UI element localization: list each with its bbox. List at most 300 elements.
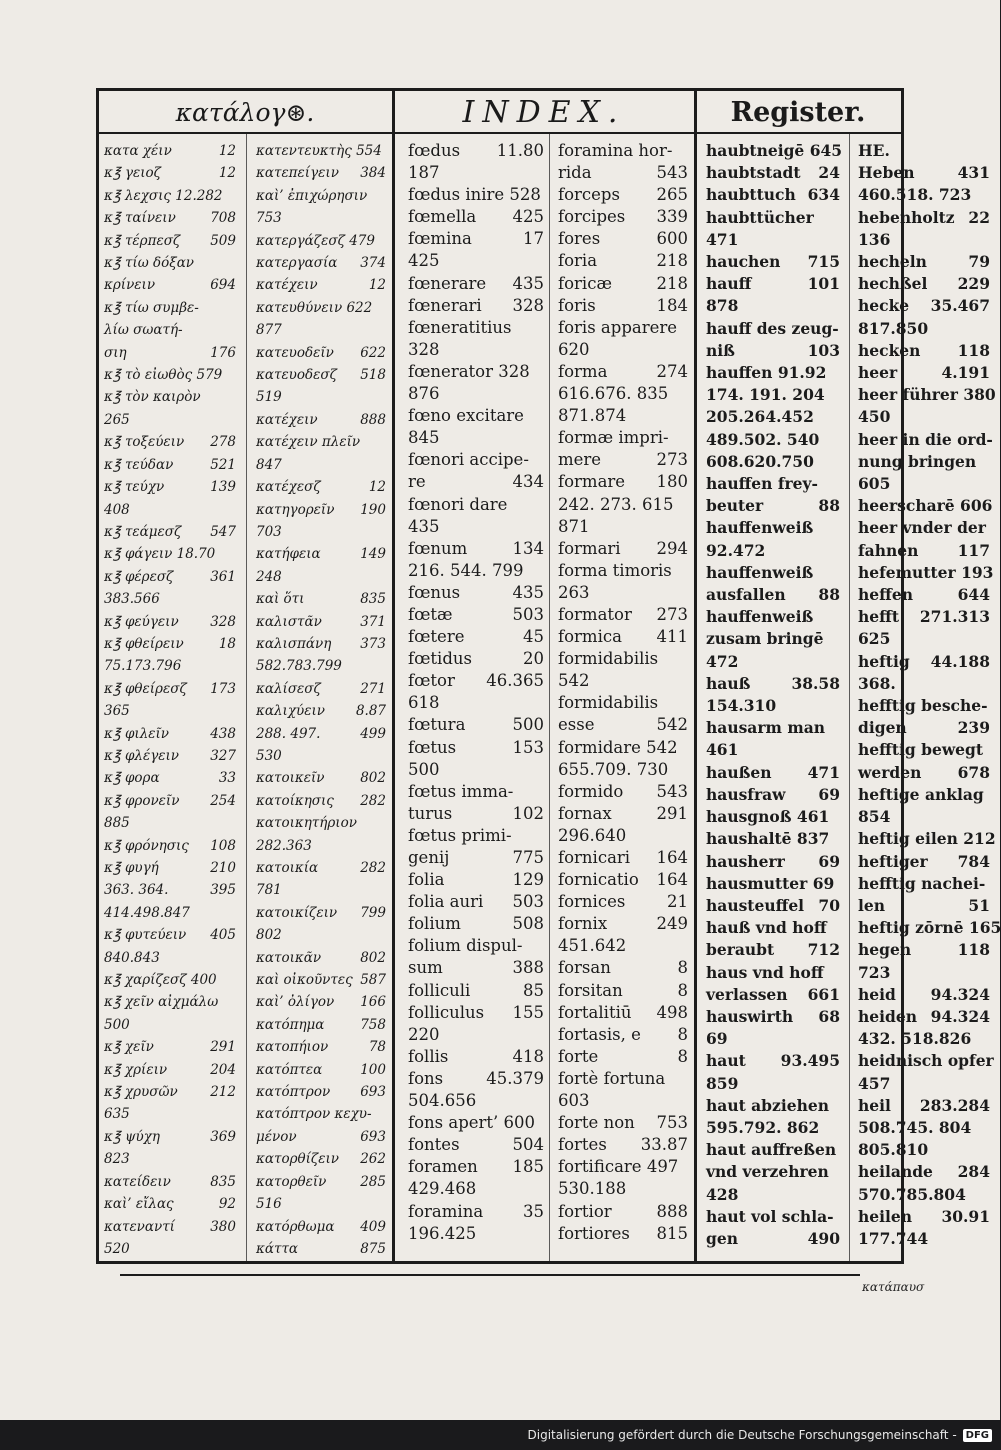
entry-term: hauß (706, 673, 751, 693)
entry-term: κ℥ λεχσις 12.282 (104, 187, 223, 204)
index-entry (256, 947, 386, 969)
entry-page-ref: 543 (656, 163, 688, 183)
index-entry (558, 913, 688, 935)
index-entry (558, 1112, 688, 1134)
entry-term: formari (558, 538, 621, 558)
index-entry (104, 902, 236, 924)
entry-page-ref: 282 (360, 860, 386, 876)
entry-term: 328 (408, 339, 440, 359)
entry-page-ref: 425 (512, 207, 544, 227)
entry-page-ref: 88 (818, 585, 840, 605)
index-entry (256, 521, 386, 543)
entry-term: len (858, 895, 886, 915)
index-entry (104, 1126, 236, 1148)
entry-term: κατήφεια (256, 546, 321, 563)
entry-term: κατεργάζεσζ 479 (256, 232, 375, 249)
index-entry (558, 1178, 688, 1200)
index-entry (256, 700, 386, 722)
entry-term: κατοικητήριον (256, 815, 357, 832)
entry-term: hausherr (706, 851, 785, 871)
index-entry (558, 162, 688, 184)
entry-term: 265 (104, 411, 130, 428)
entry-page-ref: 888 (360, 411, 386, 428)
index-entry (706, 695, 840, 717)
index-entry (706, 584, 840, 606)
index-entry (408, 1046, 544, 1068)
entry-term: hefft (858, 607, 900, 627)
subdivider-greek (246, 134, 247, 1262)
entry-term: formæ impri- (558, 428, 669, 448)
entry-term: fœtus imma- (408, 781, 514, 801)
entry-term: heftiger (858, 851, 928, 871)
entry-page-ref: 129 (512, 870, 544, 890)
index-entry (558, 228, 688, 250)
index-entry (858, 917, 1001, 939)
index-entry (558, 1002, 688, 1024)
index-entry (408, 295, 544, 317)
index-entry (256, 364, 386, 386)
entry-term: fœmina (408, 229, 472, 249)
index-entry (858, 273, 990, 295)
entry-term: 242. 273. 615 (558, 494, 674, 514)
entry-term: formido (558, 781, 624, 801)
entry-term: 461 (706, 740, 739, 760)
index-entry (858, 229, 990, 251)
index-entry (408, 405, 544, 427)
index-entry (858, 1161, 990, 1183)
index-entry (104, 991, 236, 1013)
index-entry (706, 495, 840, 517)
entry-term: 723 (858, 962, 891, 982)
index-entry (256, 543, 386, 565)
index-entry (256, 902, 386, 924)
entry-term: 365 (104, 703, 130, 720)
entry-term: 414.498.847 (104, 904, 190, 921)
entry-term: 187 (408, 163, 440, 183)
entry-page-ref: 542 (656, 715, 688, 735)
entry-term: heil (858, 1095, 891, 1115)
entry-term: 500 (408, 759, 440, 779)
index-entry (558, 339, 688, 361)
entry-term: formidabilis (558, 693, 659, 713)
entry-term: hausteuffel (706, 895, 805, 915)
index-entry (858, 495, 993, 517)
entry-term: κατεπείγειν (256, 165, 339, 182)
entry-page-ref: 101 (807, 274, 840, 294)
index-entry (104, 140, 236, 162)
entry-term: formare (558, 472, 626, 492)
entry-term: κ℥ φρονεῖν (104, 792, 180, 809)
index-entry (706, 429, 840, 451)
index-entry (706, 140, 843, 162)
entry-page-ref: 435 (512, 273, 544, 293)
entry-page-ref: 693 (360, 1128, 386, 1145)
entry-term: heffen (858, 585, 913, 605)
index-entry (558, 582, 688, 604)
entry-page-ref: 265 (656, 185, 688, 205)
entry-page-ref: 218 (656, 251, 688, 271)
column-greek-1 (104, 140, 236, 1255)
entry-term: hauffen frey- (706, 474, 818, 494)
entry-term: 878 (706, 296, 739, 316)
entry-page-ref: 185 (512, 1157, 544, 1177)
entry-page-ref: 249 (656, 914, 688, 934)
index-entry (858, 717, 990, 739)
entry-term: κατηγορεῖν (256, 501, 335, 518)
index-entry (558, 714, 688, 736)
entry-page-ref: 35 (523, 1201, 544, 1221)
entry-term: 263 (558, 582, 590, 602)
index-entry (408, 847, 544, 869)
index-entry (104, 207, 236, 229)
index-entry (706, 939, 840, 961)
entry-term: 847 (256, 456, 282, 473)
entry-page-ref: 634 (807, 185, 840, 205)
index-entry (408, 582, 544, 604)
entry-page-ref: 94.324 (930, 984, 990, 1004)
entry-page-ref: 371 (360, 613, 386, 630)
index-entry (104, 879, 236, 901)
entry-term: hechßel (858, 274, 928, 294)
entry-term: 92.472 (706, 540, 766, 560)
entry-term: καλιστᾶν (256, 613, 322, 630)
entry-page-ref: 271.313 (919, 607, 990, 627)
entry-term: foria (558, 251, 598, 271)
entry-page-ref: 45 (523, 627, 544, 647)
index-entry (558, 471, 688, 493)
entry-term: κατοικᾶν (256, 949, 322, 966)
entry-term: 457 (858, 1073, 891, 1093)
entry-page-ref: 693 (360, 1084, 386, 1101)
index-entry (558, 405, 688, 427)
entry-term: 616.676. 835 (558, 384, 669, 404)
entry-term: heer in die ord- (858, 429, 993, 449)
entry-term: 205.264.452 (706, 407, 814, 427)
entry-term: 603 (558, 1091, 590, 1111)
entry-page-ref: 395 (210, 882, 236, 899)
entry-term: hefemutter 193 (858, 562, 994, 582)
entry-term: forma (558, 361, 608, 381)
entry-term: foris apparere (558, 317, 678, 337)
entry-term: κ℥ τὸ εἰωθὸς 579 (104, 367, 223, 384)
index-entry (558, 206, 688, 228)
entry-page-ref: 282 (360, 792, 386, 809)
entry-term: fœtor (408, 671, 455, 691)
index-entry (858, 362, 990, 384)
entry-term: κατέχειν (256, 277, 318, 294)
index-entry (558, 980, 688, 1002)
entry-page-ref: 164 (656, 870, 688, 890)
index-entry (706, 628, 840, 650)
entry-term: κατευοδεσζ (256, 367, 337, 384)
index-entry (858, 1117, 990, 1139)
index-entry (706, 540, 840, 562)
index-entry (256, 1103, 386, 1125)
entry-term: κ℥ χρυσῶν (104, 1084, 178, 1101)
entry-term: 608.620.750 (706, 451, 814, 471)
index-entry (706, 318, 840, 340)
entry-term: hauff des zeug- (706, 318, 839, 338)
entry-page-ref: 503 (512, 892, 544, 912)
index-entry (408, 361, 544, 383)
entry-term: 435 (408, 516, 440, 536)
entry-term: Heben (858, 163, 915, 183)
entry-term: κ℥ τίω δόξαν (104, 255, 195, 272)
index-entry (104, 924, 236, 946)
entry-term: folia (408, 870, 445, 890)
index-entry (558, 1201, 688, 1223)
index-entry (706, 184, 840, 206)
entry-page-ref: 284 (957, 1162, 990, 1182)
entry-term: haus vnd hoff (706, 962, 824, 982)
index-entry (706, 739, 840, 761)
entry-term: foramina (408, 1201, 484, 1221)
index-entry (408, 670, 544, 692)
entry-term: κατορθίζειν (256, 1151, 339, 1168)
entry-term: 885 (104, 815, 130, 832)
index-entry (706, 229, 840, 251)
entry-page-ref: 712 (807, 940, 840, 960)
entry-term: haut abziehen (706, 1095, 829, 1115)
entry-term: 871.874 (558, 406, 627, 426)
entry-page-ref: 94.324 (930, 1006, 990, 1026)
entry-page-ref: 262 (360, 1151, 386, 1168)
index-entry (104, 767, 236, 789)
entry-page-ref: 411 (656, 627, 688, 647)
index-entry (858, 1228, 990, 1250)
entry-page-ref: 434 (512, 472, 544, 492)
entry-page-ref: 149 (360, 546, 386, 563)
index-entry (408, 803, 544, 825)
entry-page-ref: 164 (656, 848, 688, 867)
index-entry (104, 543, 236, 565)
index-entry (858, 340, 990, 362)
index-entry (558, 781, 688, 803)
index-entry (858, 562, 994, 584)
divider-greek-latin (392, 88, 395, 1264)
index-entry (858, 984, 990, 1006)
entry-page-ref: 784 (957, 851, 990, 871)
index-entry (104, 700, 236, 722)
index-entry (858, 1139, 990, 1161)
column-latin-2 (558, 140, 688, 1255)
entry-term: fortiores (558, 1223, 630, 1243)
index-entry (104, 566, 236, 588)
index-entry (858, 739, 990, 761)
index-entry (256, 835, 386, 857)
entry-term: κατοπήιον (256, 1039, 329, 1056)
entry-page-ref: 46.365 (486, 671, 544, 691)
index-entry (706, 873, 840, 895)
entry-page-ref: 294 (656, 538, 688, 558)
index-entry (256, 812, 386, 834)
index-entry (408, 1112, 544, 1134)
index-entry (256, 1059, 386, 1081)
entry-term: hauffen 91.92 (706, 363, 827, 383)
index-entry (706, 562, 840, 584)
index-entry (558, 759, 688, 781)
index-entry (858, 828, 996, 850)
index-entry (256, 162, 386, 184)
entry-term: haut (706, 1051, 746, 1071)
entry-term: 472 (706, 651, 739, 671)
index-entry (104, 947, 236, 969)
index-entry (408, 184, 544, 206)
entry-term: hebenholtz (858, 207, 955, 227)
entry-term: κατεργασία (256, 255, 338, 272)
index-entry (558, 1024, 688, 1046)
entry-page-ref: 239 (957, 718, 990, 738)
entry-page-ref: 93.495 (780, 1051, 840, 1071)
entry-page-ref: 369 (210, 1128, 236, 1145)
entry-page-ref: 17 (523, 229, 544, 249)
index-entry (256, 1036, 386, 1058)
entry-term: καὶ οἰκοῦντες (256, 972, 353, 989)
entry-page-ref: 715 (807, 252, 840, 272)
entry-page-ref: 509 (210, 232, 236, 249)
index-entry (558, 427, 688, 449)
entry-page-ref: 12 (368, 479, 386, 496)
entry-term: hauff (706, 274, 752, 294)
entry-term: 154.310 (706, 696, 777, 716)
entry-term: κατοίκησις (256, 792, 334, 809)
index-entry (858, 784, 990, 806)
entry-term: κ℥ φυτεύειν (104, 927, 187, 944)
entry-term: fœno excitare (408, 406, 524, 426)
entry-term: 840.843 (104, 949, 160, 966)
index-entry (408, 692, 544, 714)
index-entry (256, 633, 386, 655)
entry-term: 69 (706, 1029, 728, 1049)
entry-term: κατόπημα (256, 1016, 325, 1033)
entry-page-ref: 278 (210, 434, 236, 451)
index-entry (256, 274, 386, 296)
entry-page-ref: 103 (807, 340, 840, 360)
index-entry (104, 835, 236, 857)
index-entry (558, 957, 688, 979)
column-german-1 (706, 140, 843, 1255)
index-entry (256, 185, 386, 207)
entry-term: 508.745. 804 (858, 1117, 972, 1137)
index-entry (256, 924, 386, 946)
entry-page-ref: 155 (512, 1002, 544, 1022)
index-entry (558, 317, 688, 339)
entry-page-ref: 117 (957, 540, 990, 560)
entry-page-ref: 180 (656, 472, 688, 492)
entry-term: 196.425 (408, 1223, 477, 1243)
entry-term: κ℥ φθείρεσζ (104, 680, 187, 697)
entry-page-ref: 500 (512, 715, 544, 735)
entry-page-ref: 190 (360, 501, 386, 518)
index-entry (558, 361, 688, 383)
entry-term: κατόρθωμα (256, 1218, 335, 1235)
entry-page-ref: 254 (210, 792, 236, 809)
index-entry (408, 604, 544, 626)
entry-term: κατόπτρον κεχυ- (256, 1106, 372, 1123)
entry-term: heid (858, 984, 896, 1004)
entry-term: fœdus inire 528 (408, 185, 541, 205)
index-entry (408, 1090, 544, 1112)
index-entry (256, 588, 386, 610)
entry-page-ref: 361 (210, 568, 236, 585)
index-entry (558, 847, 688, 869)
entry-page-ref: 51 (968, 895, 990, 915)
index-entry (858, 162, 990, 184)
index-entry (858, 207, 990, 229)
entry-term: zusam bringē (706, 629, 824, 649)
entry-term: 220 (408, 1024, 440, 1044)
entry-page-ref: 600 (656, 229, 688, 249)
entry-term: 174. 191. 204 (706, 385, 825, 405)
entry-page-ref: 388 (512, 958, 544, 978)
entry-term: 471 (706, 229, 739, 249)
entry-term: digen (858, 718, 907, 738)
entry-term: fœtæ (408, 604, 453, 624)
index-entry (706, 917, 840, 939)
entry-term: 802 (256, 927, 282, 944)
entry-page-ref: 374 (360, 255, 386, 272)
entry-page-ref: 69 (818, 784, 840, 804)
entry-term: 489.502. 540 (706, 429, 820, 449)
index-entry (256, 566, 386, 588)
entry-term: hecheln (858, 252, 927, 272)
entry-page-ref: 471 (807, 762, 840, 782)
index-entry (408, 317, 544, 339)
index-entry (706, 1028, 840, 1050)
entry-term: folliculus (408, 1002, 485, 1022)
entry-term: κ℥ φάγειν 18.70 (104, 546, 216, 563)
entry-term: heftig eilen 212 (858, 829, 996, 849)
entry-page-ref: 587 (360, 972, 386, 989)
index-entry (408, 1201, 544, 1223)
index-entry (706, 473, 840, 495)
entry-term: κ℥ χεῖν (104, 1039, 154, 1056)
entry-page-ref: 12 (218, 165, 236, 182)
entry-term: καὶ’ ὀλίγον (256, 994, 335, 1011)
entry-page-ref: 384 (360, 165, 386, 182)
entry-term: fortes (558, 1135, 607, 1155)
entry-term: werden (858, 762, 922, 782)
entry-term: hegen (858, 940, 912, 960)
entry-page-ref: 139 (210, 479, 236, 496)
entry-term: mere (558, 450, 602, 470)
index-entry (256, 767, 386, 789)
index-entry (858, 962, 990, 984)
entry-term: hausfraw (706, 784, 786, 804)
entry-term: folliculi (408, 980, 471, 1000)
index-entry (104, 745, 236, 767)
index-entry (858, 184, 990, 206)
index-entry (104, 297, 236, 319)
index-entry (408, 759, 544, 781)
index-entry (256, 1148, 386, 1170)
entry-term: κατευθύνειν 622 (256, 299, 373, 316)
index-entry (706, 762, 840, 784)
entry-term: 823 (104, 1151, 130, 1168)
index-entry (858, 251, 990, 273)
entry-page-ref: 775 (512, 848, 544, 867)
index-entry (408, 140, 544, 162)
index-entry (408, 427, 544, 449)
entry-term: κατόπτρον (256, 1084, 331, 1101)
divider-latin-german (694, 88, 697, 1264)
index-entry (408, 891, 544, 913)
entry-term: haußen (706, 762, 772, 782)
entry-term: HE. (858, 141, 890, 160)
entry-term: fores (558, 229, 601, 249)
entry-page-ref: 273 (656, 450, 688, 470)
index-entry (558, 1068, 688, 1090)
